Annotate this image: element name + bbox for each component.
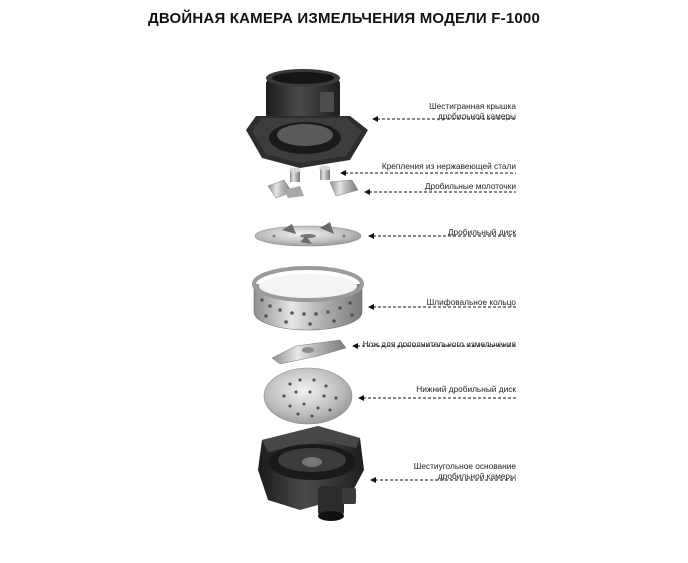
label-hex-base: Шестиугольное основание дробильной камеры — [413, 461, 516, 481]
label-crusher-disc: Дробильный диск — [447, 227, 516, 237]
label-hex-cover: Шестигранная крышка дробильной камеры — [429, 101, 516, 121]
arrowhead-hex-base — [370, 477, 376, 483]
arrowhead-lower-disc — [358, 395, 364, 401]
arrowhead-crusher-disc — [368, 233, 374, 239]
hex-cover-icon — [246, 69, 368, 168]
arrowhead-extra-knife — [352, 343, 358, 349]
stainless-fasteners-icon — [289, 166, 331, 183]
label-lower-disc: Нижний дробильный диск — [416, 384, 516, 394]
grinding-ring-icon — [254, 268, 362, 330]
arrowhead-hammers — [364, 189, 370, 195]
extra-knife-icon — [272, 340, 346, 364]
arrowhead-grinding-ring — [368, 304, 374, 310]
crusher-hammers-icon — [268, 180, 358, 198]
arrowhead-hex-cover — [372, 116, 378, 122]
label-hammers: Дробильные молоточки — [424, 181, 516, 191]
page-title: ДВОЙНАЯ КАМЕРА ИЗМЕЛЬЧЕНИЯ МОДЕЛИ F-1000 — [147, 10, 540, 27]
label-fasteners: Крепления из нержавеющей стали — [381, 161, 516, 171]
crusher-disc-icon — [255, 222, 361, 246]
label-grinding-ring: Шлифовальное кольцо — [426, 297, 516, 307]
label-extra-knife: Нож для дополнительного измельчения — [362, 339, 516, 349]
arrowhead-fasteners — [340, 170, 346, 176]
hex-base-icon — [258, 426, 364, 521]
lower-crusher-disc-icon — [264, 368, 352, 424]
